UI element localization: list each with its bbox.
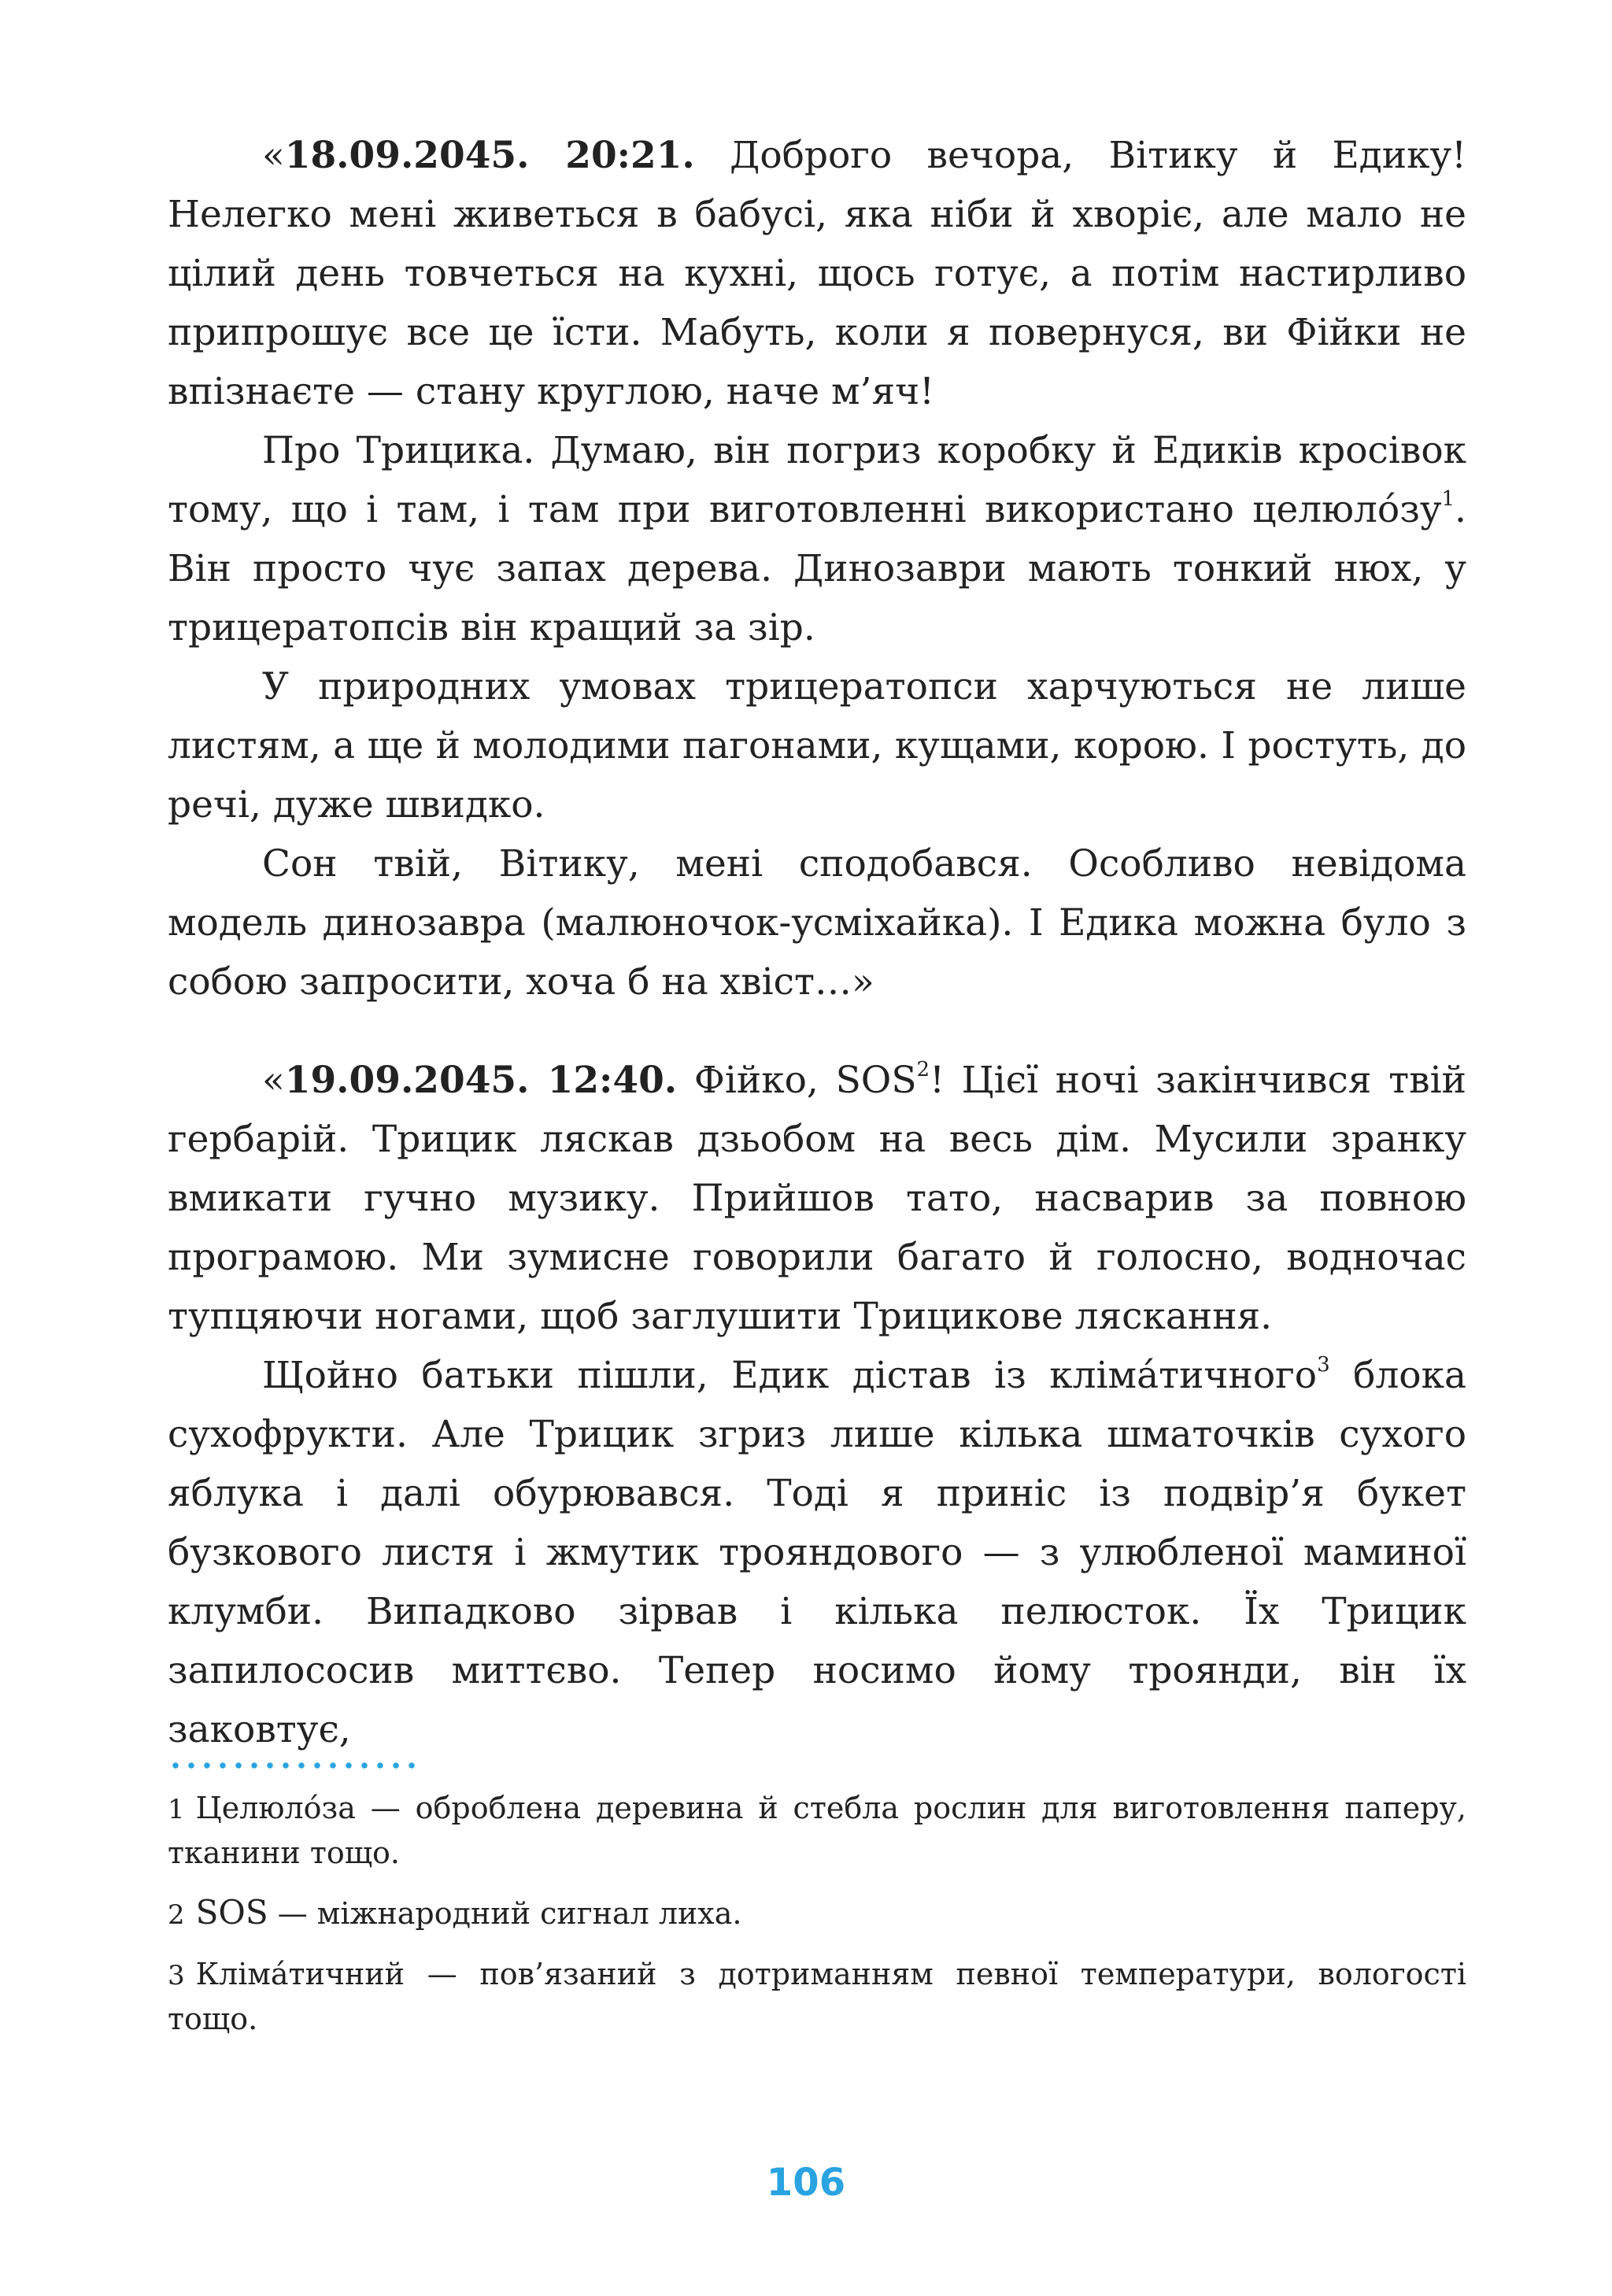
entry1-date: 18.09.2045. 20:21.	[284, 134, 695, 177]
footnote-divider	[168, 1762, 420, 1769]
entry1-text-1: Доброго вечора, Вітику й Едику! Нелегко мені живеться в бабусі, яка ніби й хворіє, але мало не цілий день товчеться на кухні, щось готує, а потім настирливо припрошує все це їсти. Мабуть, коли я повернуся, ви Фійки не впізнаєте — стану круглою, наче м’яч!	[168, 134, 1466, 413]
footnote-2	[168, 1891, 1466, 1937]
entry2-text-1a: Фійко, SOS	[677, 1059, 917, 1102]
diary-entry-2	[168, 1051, 1466, 1759]
footnote-number: 3	[168, 1960, 185, 1991]
open-quote: «	[262, 134, 285, 177]
footnotes	[168, 1787, 1466, 2057]
entry1-paragraph-1	[168, 126, 1466, 421]
footnote-ref-3: 3	[1317, 1353, 1330, 1377]
footnote-term: Целюло́за	[195, 1791, 356, 1825]
diary-entry-1	[168, 126, 1466, 1011]
entry1-text-2b: . Він просто чує запах дерева. Динозаври мають тонкий нюх, у трицератопсів він кращий за зір.	[168, 488, 1466, 649]
footnote-ref-1: 1	[1441, 487, 1455, 512]
footnote-term: SOS	[195, 1893, 268, 1932]
entry1-paragraph-2	[168, 421, 1466, 657]
footnote-text: — пов’язаний з дотриманням певної температури, вологості тощо.	[168, 1957, 1466, 2036]
entry2-paragraph-1	[168, 1051, 1466, 1346]
footnote-text: — оброблена деревина й стебла рослин для виготовлення паперу, тканини тощо.	[168, 1791, 1466, 1870]
entry1-time: 20:21.	[565, 134, 695, 177]
open-quote: «	[262, 1059, 285, 1102]
footnote-3	[168, 1953, 1466, 2041]
entry2-text-1b: ! Цієї ночі закінчився твій гербарій. Трицик ляскав дзьобом на весь дім. Мусили зранку вмикати гучно музику. Прийшов тато, насварив за повною програмою. Ми зумисне говорили багато й голосно, водночас тупцяючи ногами, щоб заглушити Трицикове ляскання.	[168, 1059, 1466, 1338]
page-number: 106	[766, 2161, 846, 2205]
entry1-paragraph-3: У природних умовах трицератопси харчуються не лише листям, а ще й молодими пагонами, кущами, корою. І ростуть, до речі, дуже швидко.	[168, 665, 1466, 826]
footnote-1	[168, 1787, 1466, 1875]
footnote-number: 2	[168, 1899, 185, 1931]
entry2-paragraph-2	[168, 1346, 1466, 1759]
entry2-text-2b: блока сухофрукти. Але Трицик згриз лише кілька шматочків сухого яблука і далі обурювався. Тоді я приніс із подвір’я букет бузкового листя і жмутик трояндового — з улюбленої маминої клумби. Випадково зірвав і кілька пелюсток. Їх Трицик запилососив миттєво. Тепер носимо йому троянди, він їх заковтує,	[168, 1354, 1466, 1751]
entry2-date: 19.09.2045. 12:40.	[284, 1059, 678, 1102]
entry1-paragraph-4: Сон твій, Вітику, мені сподобався. Особливо невідома модель динозавра (малюночок-усміхайка). І Едика можна було з собою запросити, хоча б на хвіст…»	[168, 842, 1466, 1004]
entry2-text-2a: Щойно батьки пішли, Едик дістав із кліма́тичного	[262, 1354, 1318, 1397]
footnote-term: Кліма́тичний	[195, 1957, 405, 1991]
footnote-number: 1	[168, 1794, 185, 1825]
entry1-text-2a: Про Трицика. Думаю, він погриз коробку й Едиків кросівок тому, що і там, і там при виготовленні використано целюло́зу	[168, 429, 1466, 531]
footnote-ref-2: 2	[916, 1058, 930, 1082]
footnote-text: — міжнародний сигнал лиха.	[268, 1896, 742, 1931]
